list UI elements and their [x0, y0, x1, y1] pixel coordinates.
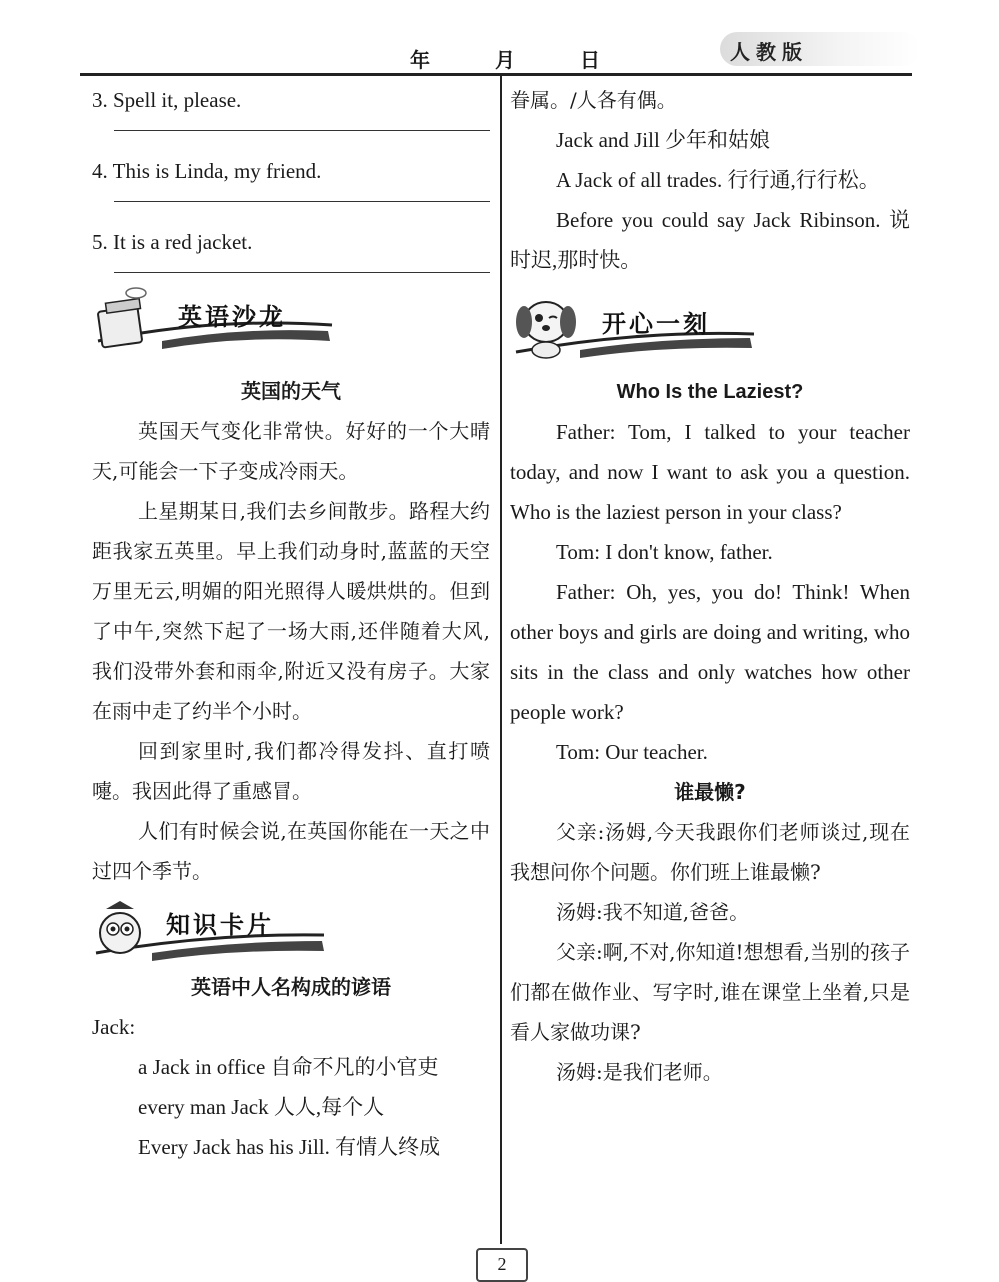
knowledge-card-banner	[92, 895, 490, 975]
dialogue-en-2: Tom: I don't know, father.	[556, 540, 773, 564]
answer-line-3[interactable]	[114, 120, 490, 131]
left-column	[92, 80, 490, 1167]
happy-moment-banner	[510, 286, 910, 372]
dialogue-cn-4: 汤姆:是我们老师。	[556, 1060, 723, 1084]
english-salon-banner	[92, 281, 490, 371]
proverb-continuation: 眷属。/人各有偶。	[510, 88, 677, 112]
date-fields	[410, 44, 601, 73]
year-label: 年	[410, 48, 431, 72]
dialogue-cn-1: 父亲:汤姆,今天我跟你们老师谈过,现在我想问你个问题。你们班上谁最懒?	[510, 820, 910, 884]
knowledge-article-title: 英语中人名构成的谚语	[191, 975, 391, 999]
column-divider	[500, 76, 502, 1244]
header-rule	[80, 73, 912, 76]
proverb-2: every man Jack 人人,每个人	[138, 1095, 385, 1119]
proverb-3: Every Jack has his Jill. 有情人终成	[138, 1135, 441, 1159]
proverb-5: A Jack of all trades. 行行通,行行松。	[556, 168, 880, 192]
month-label: 月	[494, 48, 516, 72]
salon-article-title: 英国的天气	[241, 379, 341, 403]
salon-paragraph-1: 英国天气变化非常快。好好的一个大晴天,可能会一下子变成冷雨天。	[92, 419, 490, 483]
joke-title-cn: 谁最懒?	[674, 780, 746, 804]
knowledge-card-title: 知识卡片	[166, 911, 274, 939]
page-header	[80, 30, 912, 76]
english-salon-title: 英语沙龙	[178, 303, 286, 331]
edition-label: 人教版	[730, 40, 808, 64]
dialogue-en-1: Father: Tom, I talked to your teacher today, and now I want to ask you a question. Who is the laziest person in your class?	[510, 420, 910, 524]
dialogue-cn-3: 父亲:啊,不对,你知道!想想看,当别的孩子们都在做作业、写字时,谁在课堂上坐着,只是看人家做功课?	[510, 940, 910, 1044]
exercise-3: 3. Spell it, please.	[92, 88, 242, 112]
dialogue-en-3: Father: Oh, yes, you do! Think! When other boys and girls are doing and writing, who sits in the class and only watches how other people work?	[510, 580, 910, 724]
jack-label: Jack:	[92, 1015, 136, 1039]
day-label: 日	[579, 48, 601, 72]
dialogue-cn-2: 汤姆:我不知道,爸爸。	[556, 900, 750, 924]
salon-paragraph-2: 上星期某日,我们去乡间散步。路程大约距我家五英里。早上我们动身时,蓝蓝的天空万里无云,明媚的阳光照得人暖烘烘的。但到了中午,突然下起了一场大雨,还伴随着大风,我们没带外套和雨伞,附近又没有房子。大家在雨中走了约半个小时。	[92, 499, 490, 723]
right-column	[510, 80, 910, 1092]
salon-paragraph-3: 回到家里时,我们都冷得发抖、直打喷嚏。我因此得了重感冒。	[92, 739, 490, 803]
happy-moment-title: 开心一刻	[602, 310, 710, 338]
exercise-4: 4. This is Linda, my friend.	[92, 159, 322, 183]
page-number: 2	[476, 1248, 528, 1282]
proverb-1: a Jack in office 自命不凡的小官吏	[138, 1055, 439, 1079]
edition-badge	[720, 32, 920, 66]
dialogue-en-4: Tom: Our teacher.	[556, 740, 708, 764]
joke-title-en: Who Is the Laziest?	[616, 381, 804, 403]
salon-paragraph-4: 人们有时候会说,在英国你能在一天之中过四个季节。	[92, 819, 490, 883]
proverb-6: Before you could say Jack Ribinson. 说时迟,那时快。	[510, 208, 910, 272]
proverb-4: Jack and Jill 少年和姑娘	[556, 128, 771, 152]
answer-line-4[interactable]	[114, 191, 490, 202]
answer-line-5[interactable]	[114, 262, 490, 273]
exercise-5: 5. It is a red jacket.	[92, 230, 253, 254]
